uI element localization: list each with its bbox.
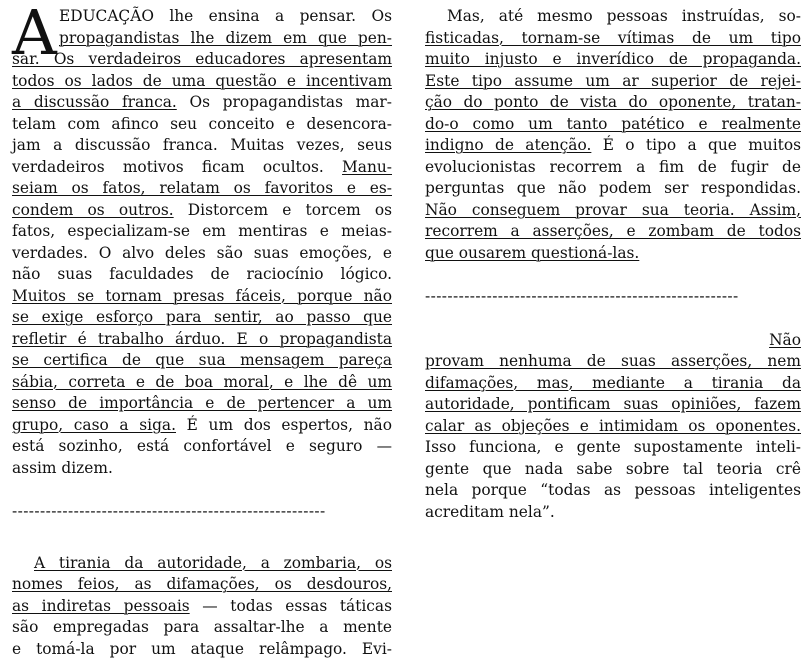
left-paragraph-1 [12,6,392,479]
text-line: refletir é trabalho árduo. E o propagandista [12,329,392,351]
text-line: nomes feios, as difamações, os desdouros, [12,574,392,596]
text-line: Não [425,330,801,352]
text-line: propagandistas lhe dizem em que pen- [12,28,392,50]
text-line: assim dizem. [12,458,392,480]
text-line: não suas faculdades de raciocínio lógico. [12,264,392,286]
text-line: perguntas que não podem ser respondidas. [425,178,801,200]
text-line: evolucionistas recorrem a fim de fugir de [425,157,801,179]
text-line: são empregadas para assaltar-lhe a mente [12,617,392,639]
text-line: fisticadas, tornam-se vítimas de um tipo [425,28,801,50]
text-line: está sozinho, está confortável e seguro — [12,436,392,458]
text-line: seiam os fatos, relatam os favoritos e es- [12,178,392,200]
text-line: todos os lados de uma questão e incentivam [12,71,392,93]
text-line: sábia, correta e de boa moral, e lhe dê um [12,372,392,394]
text-line: que ousarem questioná-las. [425,243,801,265]
text-line: A tirania da autoridade, a zombaria, os [12,553,392,575]
text-line: a discussão franca. Os propagandistas mar- [12,92,392,114]
drop-cap: A [12,2,57,64]
text-line: acreditam nela”. [425,502,801,524]
text-line: fatos, especializam-se em mentiras e meias- [12,221,392,243]
text-line: se certifica de que sua mensagem pareça [12,350,392,372]
left-column [12,6,392,660]
text-line: muito injusto e inverídico de propaganda. [425,49,801,71]
text-line: se exige esforço para sentir, ao passo que [12,307,392,329]
text-line: verdades. O alvo deles são suas emoções, e [12,243,392,265]
text-line: difamações, mas, mediante a tirania da [425,373,801,395]
text-line: as indiretas pessoais — todas essas táticas [12,596,392,618]
text-line: Muitos se tornam presas fáceis, porque não [12,286,392,308]
text-line: Mas, até mesmo pessoas instruídas, so- [425,6,801,28]
text-line: Este tipo assume um ar superior de rejei- [425,71,801,93]
text-line: nela porque “todas as pessoas inteligentes [425,480,801,502]
text-line: condem os outros. Distorcem e torcem os [12,200,392,222]
text-line: verdadeiros motivos ficam ocultos. Manu- [12,157,392,179]
text-line: autoridade, pontificam suas opiniões, fazem [425,394,801,416]
text-line: do-o como um tanto patético e realmente [425,114,801,136]
text-line: provam nenhuma de suas asserções, nem [425,351,801,373]
text-line: Isso funciona, e gente supostamente inteli- [425,437,801,459]
right-column [425,6,801,523]
text-line: gente que nada sabe sobre tal teoria crê [425,459,801,481]
left-paragraph-2 [12,553,392,660]
text-line: calar as objeções e intimidam os oponentes. [425,416,801,438]
dashed-separator: -------------------------------------------------------- [12,501,392,523]
right-paragraph-1 [425,6,801,264]
text-line: sar. Os verdadeiros educadores apresentam [12,49,392,71]
text-line: ção do ponto de vista do oponente, tratan- [425,92,801,114]
text-line: telam com afinco seu conceito e desencora- [12,114,392,136]
right-paragraph-2 [425,330,801,524]
text-line: e tomá-la por um ataque relâmpago. Evi- [12,639,392,660]
text-line: senso de importância e de pertencer a um [12,393,392,415]
text-line: EDUCAÇÃO lhe ensina a pensar. Os [12,6,392,28]
dashed-separator: -------------------------------------------------------- [425,286,801,308]
text-line: recorrem a asserções, e zombam de todos [425,221,801,243]
text-line: indigno de atenção. É o tipo a que muitos [425,135,801,157]
text-line: Não conseguem provar sua teoria. Assim, [425,200,801,222]
text-line: jam a discussão franca. Muitas vezes, seus [12,135,392,157]
text-line: grupo, caso a siga. É um dos espertos, não [12,415,392,437]
